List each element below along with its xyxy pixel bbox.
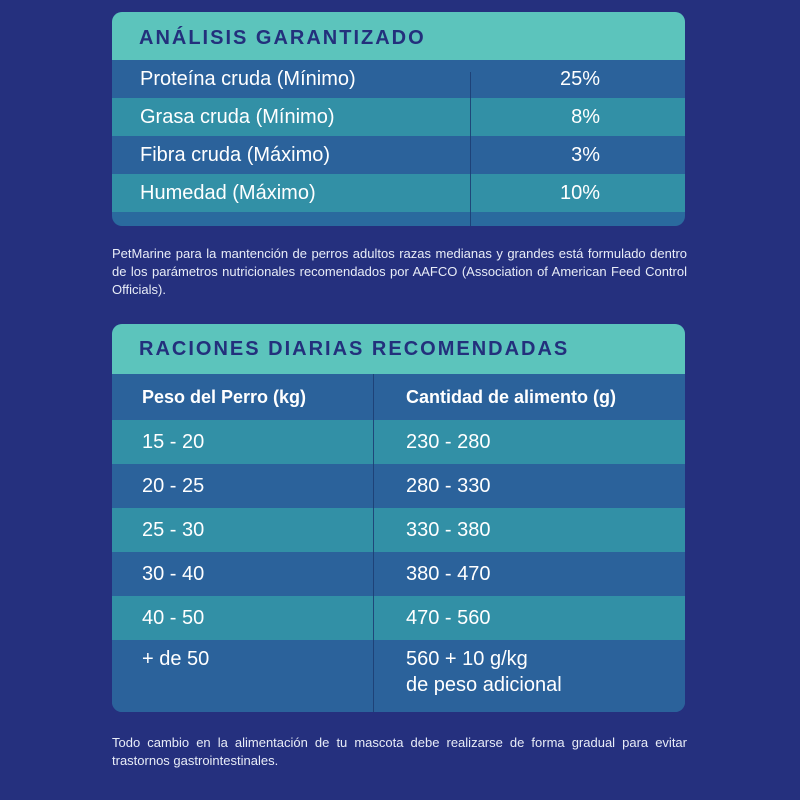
table-row	[112, 464, 685, 508]
table-row	[112, 420, 685, 464]
nutrient-value: 8%	[571, 105, 600, 128]
table-row	[112, 136, 685, 174]
amount-cell: 330 - 380	[406, 518, 491, 541]
nutrient-value: 3%	[571, 143, 600, 166]
table-row	[112, 640, 685, 712]
gradual-change-note: Todo cambio en la alimentación de tu mascota debe realizarse de forma gradual para evitar trastornos gastrointestinales.	[112, 735, 687, 768]
table-row	[112, 174, 685, 212]
amount-line-2: de peso adicional	[406, 674, 562, 696]
column-divider	[470, 72, 471, 226]
amount-cell: 280 - 330	[406, 474, 491, 497]
nutrient-value: 10%	[559, 181, 600, 204]
nutrient-label: Fibra cruda (Máximo)	[140, 143, 331, 166]
table-row	[112, 596, 685, 640]
daily-rations-table	[112, 324, 685, 712]
table-header-row	[112, 374, 685, 420]
guaranteed-analysis-table	[112, 12, 685, 226]
daily-rations-title: RACIONES DIARIAS RECOMENDADAS	[112, 324, 685, 374]
amount-line-1: 560 + 10 g/kg	[406, 648, 528, 670]
amount-cell	[373, 640, 685, 712]
weight-cell: 25 - 30	[142, 518, 205, 541]
weight-cell: 40 - 50	[142, 606, 205, 629]
amount-cell: 230 - 280	[406, 430, 491, 453]
column-divider	[373, 374, 374, 712]
weight-cell: + de 50	[142, 648, 210, 670]
weight-cell: 15 - 20	[142, 430, 205, 453]
nutrient-label: Proteína cruda (Mínimo)	[140, 67, 356, 90]
weight-cell: 20 - 25	[142, 474, 205, 497]
table-row	[112, 552, 685, 596]
weight-cell: 30 - 40	[142, 562, 205, 585]
table-row	[112, 98, 685, 136]
nutrient-label: Grasa cruda (Mínimo)	[140, 105, 335, 128]
aafco-note: PetMarine para la mantención de perros adultos razas medianas y grandes está formulado dentro de los parámetros nutricionales recomendados por AAFCO (Association of American Feed Control Officials).	[112, 246, 687, 297]
guaranteed-analysis-title: ANÁLISIS GARANTIZADO	[112, 12, 685, 60]
table-row	[112, 508, 685, 552]
nutrient-label: Humedad (Máximo)	[140, 181, 316, 204]
amount-cell: 380 - 470	[406, 562, 491, 585]
weight-column-header: Peso del Perro (kg)	[142, 386, 307, 407]
nutrient-value: 25%	[559, 67, 600, 90]
amount-column-header: Cantidad de alimento (g)	[406, 386, 617, 407]
table-row	[112, 60, 685, 98]
amount-cell: 470 - 560	[406, 606, 491, 629]
